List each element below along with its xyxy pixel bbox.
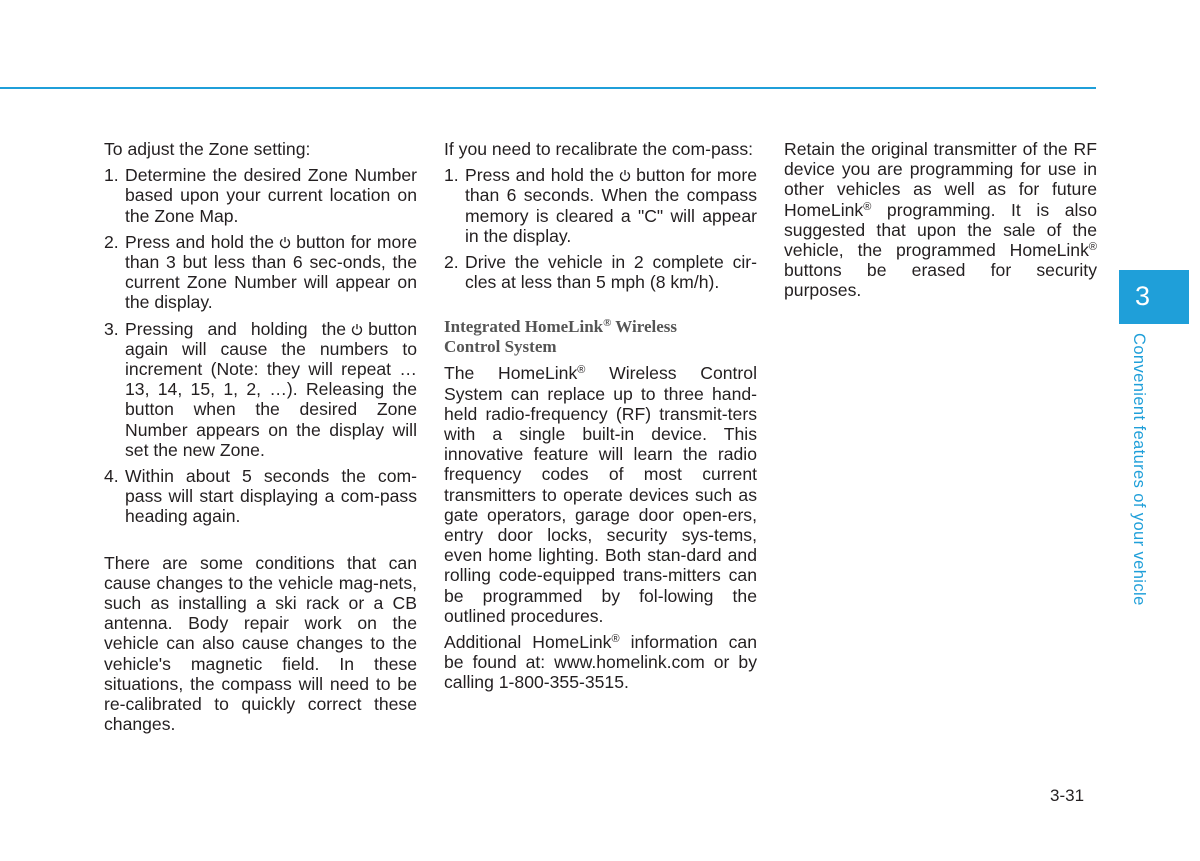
recalibrate-intro: If you need to recalibrate the com-pass: — [444, 139, 754, 159]
zone-steps — [104, 165, 417, 526]
list-item — [104, 466, 417, 527]
section-heading: Integrated HomeLink® Wireless Control System — [444, 317, 678, 357]
list-text: Within about 5 seconds the com-pass will start displaying a com-pass heading again. — [125, 466, 417, 527]
column-left — [104, 139, 417, 734]
list-text: Press and hold the — [465, 165, 615, 186]
list-text: Press and hold the — [125, 231, 275, 252]
zone-intro: To adjust the Zone setting: — [104, 139, 311, 159]
header-rule — [0, 87, 1096, 89]
list-item — [444, 165, 757, 246]
list-text: Determine the desired Zone Number based upon your current location on the Zone Map. — [125, 165, 417, 226]
chapter-number: 3 — [1135, 281, 1151, 311]
list-number: 1. — [104, 165, 119, 186]
column-right — [784, 139, 1097, 301]
list-item — [444, 252, 757, 292]
power-button-icon — [279, 236, 291, 249]
homelink-paragraph: The HomeLink® Wireless Control System can replace up to three hand-held radio-frequency (RF) transmit-ters with a single built-in device. This innovative feature will learn the radio frequency codes of most current transmitters to operate devices such as gate operators, garage door open-ers, entry door locks, security sys-tems, even home lighting. Both stan-dard and rolling code-equipped trans-mitters can be programmed by fol-lowing the outlined procedures. — [444, 363, 757, 626]
page-number: 3-31 — [1050, 786, 1085, 805]
retain-transmitter-paragraph: Retain the original transmitter of the RF device you are programming for use in other vehicles as well as for future HomeLink® programming. It is also suggested that upon the sale of the vehicle, the programmed HomeLink® buttons be erased for security purposes. — [784, 139, 1097, 301]
list-text: button for more than 6 seconds. When the compass memory is cleared a "C" will appear in the display. — [465, 165, 757, 246]
conditions-paragraph: There are some conditions that can cause changes to the vehicle mag-nets, such as installing a ski rack or a CB antenna. Body repair work on the vehicle can also cause changes to the vehicle's magnetic field. In these situations, the compass will need to be re-calibrated to quickly correct these changes. — [104, 552, 417, 735]
list-number: 3. — [104, 318, 119, 339]
list-item — [104, 319, 417, 460]
list-number: 2. — [444, 252, 459, 273]
list-text: button again will cause the numbers to increment (Note: they will repeat …13, 14, 15, 1, 2, …). Releasing the button when the desired Zone Number appears on the display will set the new Zone. — [125, 318, 417, 460]
list-text: Drive the vehicle in 2 complete cir-cles at less than 5 mph (8 km/h). — [465, 252, 757, 293]
list-text: Pressing and holding the — [125, 318, 347, 339]
chapter-tab — [1119, 270, 1189, 324]
list-item — [104, 232, 417, 313]
power-button-icon — [351, 323, 363, 336]
list-number: 4. — [104, 466, 119, 487]
chapter-title: Convenient features of your vehicle — [1130, 333, 1148, 606]
homelink-info-paragraph: Additional HomeLink® information can be found at: www.homelink.com or by calling 1-800-355-3515. — [444, 632, 757, 693]
list-text: button for more than 3 but less than 6 sec-onds, the current Zone Number will appear on the display. — [125, 231, 417, 313]
list-number: 2. — [104, 231, 119, 252]
list-number: 1. — [444, 165, 459, 186]
column-middle — [444, 139, 757, 693]
recalibrate-steps — [444, 165, 757, 292]
list-item — [104, 165, 417, 226]
power-button-icon — [619, 169, 631, 182]
